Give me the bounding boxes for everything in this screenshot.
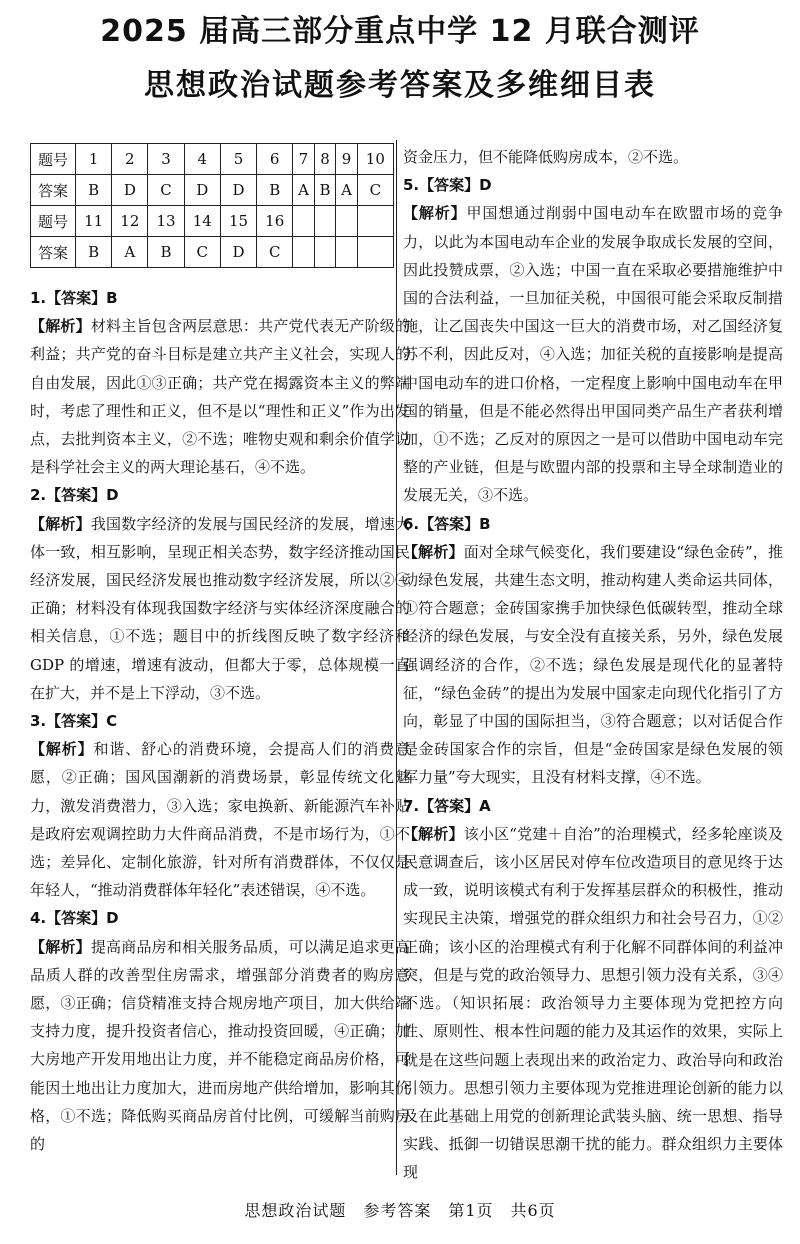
- answer-table-cell: [314, 237, 336, 268]
- answer-table: [30, 143, 394, 268]
- answer-table-cell: C: [357, 175, 393, 206]
- page-subtitle: 思想政治试题参考答案及多维细目表: [144, 68, 656, 103]
- answer-table-cell: A: [293, 175, 314, 206]
- q2-answer: 2.【答案】D: [30, 486, 119, 505]
- answer-table-cell: 5: [220, 144, 256, 175]
- answer-table-cell: B: [314, 175, 336, 206]
- answer-table-row-label: 题号: [31, 206, 76, 237]
- answer-table-cell: B: [257, 175, 293, 206]
- answer-table-cell: 2: [112, 144, 148, 175]
- answer-table-cell: [357, 237, 393, 268]
- answer-table-cell: C: [257, 237, 293, 268]
- answer-table-cell: 8: [314, 144, 336, 175]
- answer-table-cell: C: [148, 175, 184, 206]
- answer-table-cell: B: [76, 237, 112, 268]
- q6-analysis: [403, 538, 783, 792]
- answer-table-cell: D: [184, 175, 220, 206]
- q4-analysis-text: 提高商品房和相关服务品质，可以满足追求更高品质人群的改善型住房需求，增强部分消费者的购房意愿，③正确；信贷精准支持合规房地产项目，加大供给端支持力度，提升投资者信心，推动投资回暖，④正确；加大房地产开发用地出让力度，并不能稳定商品房价格，可能因土地出让力度加大，进而房地产供给增加，影响其价格，①不选；降低购买商品房首付比例，可缓解当前购房的: [30, 937, 410, 1154]
- answer-table-cell: [357, 206, 393, 237]
- answer-table-cell: 15: [220, 206, 256, 237]
- q4-answer: 4.【答案】D: [30, 909, 119, 928]
- answer-table-cell: 9: [336, 144, 357, 175]
- answer-table-cell: D: [112, 175, 148, 206]
- q2-analysis: [30, 510, 410, 707]
- answer-table-cell: 16: [257, 206, 293, 237]
- q3-answer: 3.【答案】C: [30, 712, 118, 731]
- analysis-tag: 【解析】: [403, 542, 464, 561]
- answer-table-cell: [336, 237, 357, 268]
- answer-table-row: [31, 144, 394, 175]
- q1-answer: 1.【答案】B: [30, 289, 118, 307]
- answer-table-cell: A: [336, 175, 357, 206]
- q4-analysis: [30, 933, 410, 1159]
- analysis-tag: 【解析】: [30, 514, 91, 533]
- q6-analysis-text: 面对全球气候变化，我们要建设“绿色金砖”，推动绿色发展，共建生态文明，推动构建人类命运共同体，①符合题意；金砖国家携手加快绿色低碳转型，推动全球经济的绿色发展，与安全没有直接关系，另外，绿色发展强调经济的合作，②不选；绿色发展是现代化的显著特征，“绿色金砖”的提出为发展中国家走向现代化指引了方向，彰显了中国的国际担当，③符合题意；以对话促合作是金砖国家合作的宗旨，但是“金砖国家是绿色发展的领军力量”夸大现实，且没有材料支撑，④不选。: [403, 542, 783, 787]
- q7-analysis: [403, 820, 783, 1187]
- page-title: 2025 届高三部分重点中学 12 月联合测评: [100, 14, 700, 49]
- answer-table-cell: 11: [76, 206, 112, 237]
- q4-analysis-continued: 资金压力，但不能降低购房成本，②不选。: [403, 148, 689, 166]
- answer-table-cell: [293, 237, 314, 268]
- answer-table-cell: 4: [184, 144, 220, 175]
- q2-analysis-text: 我国数字经济的发展与国民经济的发展，增速大体一致，相互影响，呈现正相关态势，数字经济推动国民经济发展，国民经济发展也推动数字经济发展，所以②④正确；材料没有体现我国数字经济与实体经济深度融合的相关信息，①不选；题目中的折线图反映了数字经济和 GDP 的增速，增速有波动，但都大于零，总体规模一直在扩大，并不是上下浮动，③不选。: [30, 514, 410, 702]
- analysis-tag: 【解析】: [30, 740, 94, 759]
- q3-analysis: [30, 735, 410, 904]
- q7-analysis-text: 该小区“党建＋自治”的治理模式，经多轮座谈及民意调查后，该小区居民对停车位改造项目的意见终于达成一致，说明该模式有利于发挥基层群众的积极性，推动实现民主决策，增强党的群众组织力和社会号召力，①②正确；该小区的治理模式有利于化解不同群体间的利益冲突，但是与党的政治领导力、思想引领力没有关系，③④不选。（知识拓展：政治领导力主要体现为党把控方向性、原则性、根本性问题的能力及其运作的效果，实际上就是在这些问题上表现出来的政治定力、政治导向和政治引领力。思想引领力主要体现为党推进理论创新的能力以及在此基础上用党的创新理论武装头脑、统一思想、指导实践、抵御一切错误思潮干扰的能力。群众组织力主要体现: [403, 824, 783, 1182]
- left-column: [30, 284, 410, 1158]
- answer-table-cell: 10: [357, 144, 393, 175]
- answer-table-cell: [314, 206, 336, 237]
- answer-table-cell: [336, 206, 357, 237]
- q7-answer: 7.【答案】A: [403, 796, 491, 815]
- q6-answer: 6.【答案】B: [403, 514, 491, 533]
- analysis-tag: 【解析】: [30, 317, 91, 336]
- answer-table-cell: 14: [184, 206, 220, 237]
- answer-table-cell: B: [76, 175, 112, 206]
- answer-table-cell: 3: [148, 144, 184, 175]
- answer-table-cell: 12: [112, 206, 148, 237]
- page-footer: 思想政治试题 参考答案 第1页 共6页: [244, 1201, 556, 1220]
- answer-table-cell: [293, 206, 314, 237]
- answer-table-cell: B: [148, 237, 184, 268]
- answer-table-cell: 1: [76, 144, 112, 175]
- answer-table-cell: 7: [293, 144, 314, 175]
- analysis-tag: 【解析】: [403, 824, 464, 843]
- answer-table-row: [31, 206, 394, 237]
- answer-table-cell: D: [220, 237, 256, 268]
- q1-analysis-text: 材料主旨包含两层意思：共产党代表无产阶级的利益；共产党的奋斗目标是建立共产主义社会，实现人的自由发展，因此①③正确；共产党在揭露资本主义的弊端时，考虑了理性和正义，但不是以“理性和正义”作为出发点，去批判资本主义，②不选；唯物史观和剩余价值学说是科学社会主义的两大理论基石，④不选。: [30, 317, 410, 477]
- analysis-tag: 【解析】: [30, 937, 91, 956]
- q5-answer: 5.【答案】D: [403, 176, 492, 195]
- answer-table-cell: C: [184, 237, 220, 268]
- answer-table-cell: 6: [257, 144, 293, 175]
- q1-analysis: [30, 312, 410, 481]
- answer-table-row-label: 题号: [31, 144, 76, 175]
- answer-table-row-label: 答案: [31, 175, 76, 206]
- answer-table-cell: D: [220, 175, 256, 206]
- q5-analysis-text: 甲国想通过削弱中国电动车在欧盟市场的竞争力，以此为本国电动车企业的发展争取成长发展的空间，因此投赞成票，②入选；中国一直在采取必要措施维护中国的合法利益，一旦加征关税，中国很可能会采取反制措施，让乙国丧失中国这一巨大的消费市场，对乙国经济复苏不利，因此反对，④入选；加征关税的直接影响是提高中国电动车的进口价格，一定程度上影响中国电动车在甲国的销量，但是不能必然得出甲国同类产品生产者获利增加，①不选；乙反对的原因之一是可以借助中国电动车完整的产业链，但是与欧盟内部的投票和主导全球制造业的发展无关，③不选。: [403, 204, 783, 505]
- answer-table-cell: 13: [148, 206, 184, 237]
- right-column: [403, 143, 783, 1187]
- answer-table-cell: A: [112, 237, 148, 268]
- answer-table-row-label: 答案: [31, 237, 76, 268]
- q5-analysis: [403, 199, 783, 509]
- q3-analysis-text: 和谐、舒心的消费环境，会提高人们的消费意愿，②正确；国风国潮新的消费场景，彰显传统文化魅力，激发消费潜力，③入选；家电换新、新能源汽车补贴是政府宏观调控助力大件商品消费，不是市场行为，①不选；差异化、定制化旅游，针对所有消费群体，不仅仅是年轻人，“推动消费群体年轻化”表述错误，④不选。: [30, 740, 410, 900]
- answer-table-row: [31, 237, 394, 268]
- answer-table-row: [31, 175, 394, 206]
- analysis-tag: 【解析】: [403, 204, 467, 223]
